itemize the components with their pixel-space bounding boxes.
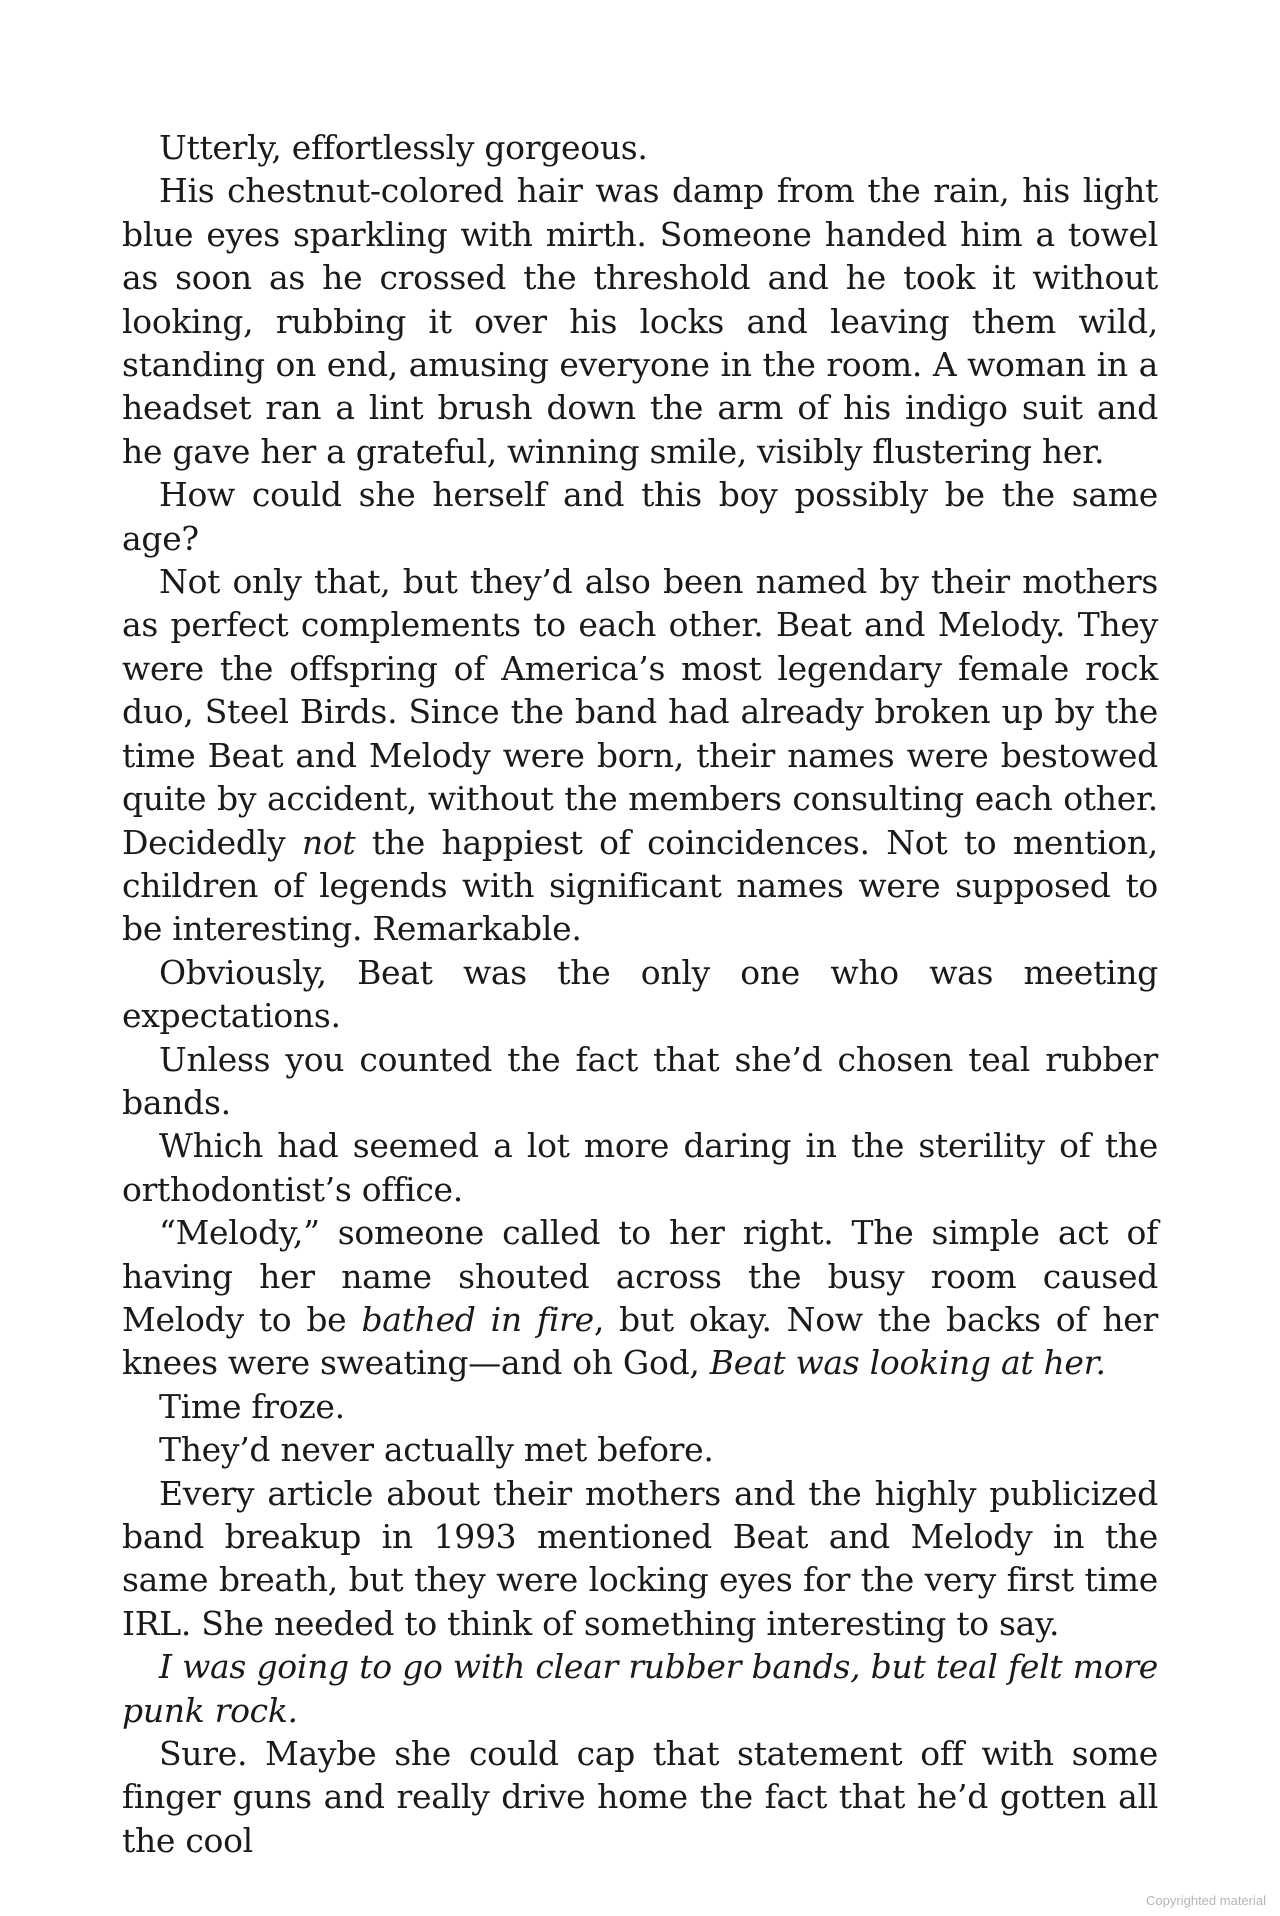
paragraph-4 (122, 560, 1158, 951)
book-page-body (122, 126, 1158, 1862)
paragraph-7-text: Which had seemed a lot more daring in the sterility of the orthodontist’s office. (122, 1126, 1158, 1209)
paragraph-4-text-b: the happiest of coincidences. Not to mention, children of legends with significant names were supposed to be interesting. Remarkable. (122, 822, 1158, 949)
paragraph-9-text: Time froze. (159, 1386, 345, 1426)
paragraph-10-text: They’d never actually met before. (159, 1430, 714, 1470)
paragraph-3-text: How could she herself and this boy possibly be the same age? (122, 475, 1158, 558)
paragraph-2-text: His chestnut-colored hair was damp from the rain, his light blue eyes sparkling with mirth. Someone handed him a towel as soon as he crossed the threshold and he took it without looking, rubbing it over his locks and leaving them wild, standing on end, amusing everyone in the room. A woman in a headset ran a lint brush down the arm of his indigo suit and he gave her a grateful, winning smile, visibly flustering her. (122, 171, 1158, 471)
paragraph-10 (122, 1428, 1158, 1471)
paragraph-11 (122, 1472, 1158, 1646)
paragraph-3 (122, 473, 1158, 560)
paragraph-1-text: Utterly, effortlessly gorgeous. (159, 128, 648, 167)
paragraph-12-italic: I was going to go with clear rubber bands, but teal felt more punk rock. (122, 1647, 1158, 1730)
paragraph-8-italic-a: bathed in fire (361, 1299, 594, 1339)
paragraph-1 (122, 126, 1158, 169)
paragraph-8 (122, 1211, 1158, 1385)
paragraph-2 (122, 169, 1158, 473)
paragraph-5-text: Obviously, Beat was the only one who was meeting expectations. (122, 952, 1158, 1036)
paragraph-7 (122, 1124, 1158, 1211)
paragraph-12 (122, 1645, 1158, 1732)
paragraph-13 (122, 1732, 1158, 1862)
paragraph-4-italic: not (301, 822, 356, 862)
paragraph-6-text: Unless you counted the fact that she’d chosen teal rubber bands. (122, 1039, 1158, 1122)
paragraph-13-text: Sure. Maybe she could cap that statement off with some finger guns and really drive home the fact that he’d gotten all the cool (122, 1734, 1158, 1860)
copyright-watermark: Copyrighted material (1146, 1893, 1266, 1908)
paragraph-9 (122, 1385, 1158, 1428)
paragraph-6 (122, 1038, 1158, 1125)
paragraph-8-text-a: “Melody,” someone called to her right. The simple act of having her name shouted across the busy room caused Melody to be (122, 1213, 1158, 1339)
paragraph-4-text-a: Not only that, but they’d also been named by their mothers as perfect complements to each other. Beat and Melody. They were the offspring of America’s most legendary female rock duo, Steel Birds. Since the band had already broken up by the time Beat and Melody were born, their names were bestowed quite by accident, without the members consulting each other. Decidedly (122, 562, 1158, 862)
paragraph-8-italic-b: Beat was looking at her. (709, 1343, 1106, 1383)
paragraph-5 (122, 951, 1158, 1038)
paragraph-11-text: Every article about their mothers and the highly publicized band breakup in 1993 mentioned Beat and Melody in the same breath, but they were locking eyes for the very first time IRL. She needed to think of something interesting to say. (122, 1473, 1158, 1643)
paragraph-8-text-b: , but okay. Now the backs of her knees were sweating—and oh God, (122, 1299, 1158, 1383)
